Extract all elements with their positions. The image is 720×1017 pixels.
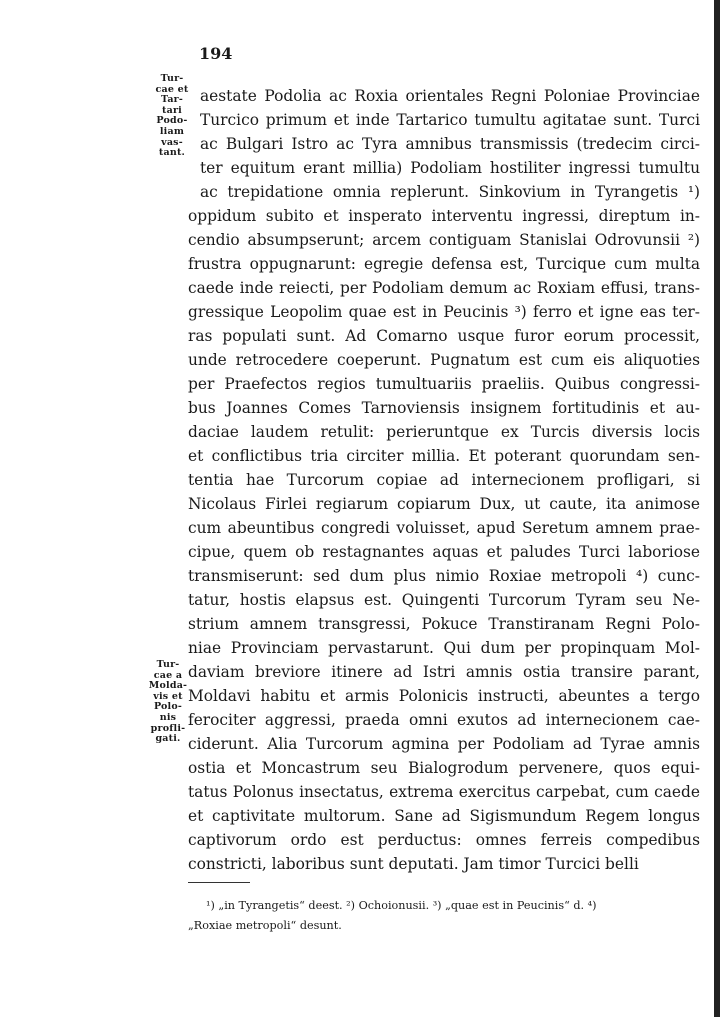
text-line: ac Bulgari Istro ac Tyra amnibus transmissis (tredecim circi- <box>200 135 700 153</box>
text-line: ferociter aggressi, praeda omni exutos ad internecionem cae- <box>188 711 700 729</box>
page-edge-shadow <box>714 0 720 1017</box>
margin-note-line: cae et <box>155 83 189 95</box>
margin-note-line: tant. <box>158 147 186 159</box>
text-line: unde retrocedere coeperunt. Pugnatum est cum eis aliquoties <box>188 351 700 369</box>
text-line: ac trepidatione omnia replerunt. Sinkovium in Tyrangetis ¹) <box>200 183 700 201</box>
text-line: daciae laudem retulit: perieruntque ex Turcis diversis locis <box>188 423 700 441</box>
text-line: Turcico primum et inde Tartarico tumultu agitatae sunt. Turci <box>200 111 700 129</box>
margin-note-line: profli- <box>150 722 186 734</box>
text-line: constricti, laboribus sunt deputati. Jam timor Turcici belli <box>188 855 639 873</box>
margin-note-line: gati. <box>155 733 181 745</box>
text-line: cendio absumpserunt; arcem contiguam Stanislai Odrovunsii ²) <box>188 231 700 249</box>
text-line: daviam breviore itinere ad Istri amnis ostia transire parant, <box>188 663 700 681</box>
text-line: oppidum subito et insperato interventu ingressi, direptum in- <box>188 207 700 225</box>
text-line: aestate Podolia ac Roxia orientales Regni Poloniae Provinciae <box>200 87 700 105</box>
page-number: 194 <box>199 44 233 63</box>
text-line: captivorum ordo est perductus: omnes ferreis compedibus <box>188 831 700 849</box>
text-line: ostia et Moncastrum seu Bialogrodum pervenere, quos equi- <box>188 759 700 777</box>
text-line: ciderunt. Alia Turcorum agmina per Podoliam ad Tyrae amnis <box>188 735 700 753</box>
margin-note-line: Podo- <box>156 115 188 127</box>
text-line: frustra oppugnarunt: egregie defensa est, Turcique cum multa <box>188 255 700 273</box>
text-line: per Praefectos regios tumultuariis praeliis. Quibus congressi- <box>188 375 700 393</box>
margin-note-line: Tar- <box>160 94 184 106</box>
text-line: Nicolaus Firlei regiarum copiarum Dux, ut caute, ita animose <box>188 495 700 513</box>
footnote-line: „Roxiae metropoli“ desunt. <box>188 919 342 932</box>
text-line: et captivitate multorum. Sane ad Sigismundum Regem longus <box>188 807 700 825</box>
text-line: et conflictibus tria circiter millia. Et poterant quorundam sen- <box>188 447 700 465</box>
margin-note-line: Tur- <box>160 73 184 84</box>
text-line: ter equitum erant millia) Podoliam hostiliter ingressi tumultu <box>200 159 700 177</box>
margin-note-turcae-a-moldavis <box>146 660 190 745</box>
text-line: tatur, hostis elapsus est. Quingenti Turcorum Tyram seu Ne- <box>188 591 700 609</box>
margin-note-line: Molda- <box>148 680 188 692</box>
margin-note-line: vas- <box>161 136 183 148</box>
text-line: gressique Leopolim quae est in Peucinis ³) ferro et igne eas ter- <box>188 303 700 321</box>
text-line: cum abeuntibus congredi voluisset, apud Seretum amnem prae- <box>188 519 700 537</box>
text-line: bus Joannes Comes Tarnoviensis insignem fortitudinis et au- <box>188 399 700 417</box>
text-line: cipue, quem ob restagnantes aquas et paludes Turci laboriose <box>188 543 700 561</box>
margin-note-line: vis et <box>153 690 183 702</box>
text-line: tentia hae Turcorum copiae ad internecionem profligari, si <box>188 471 700 489</box>
margin-note-line: Polo- <box>153 701 183 713</box>
text-line: caede inde reiecti, per Podoliam demum ac Roxiam effusi, trans- <box>188 279 700 297</box>
margin-note-line: tari <box>162 104 182 116</box>
margin-note-line: nis <box>159 711 177 723</box>
margin-note-turcae-et-tartari <box>150 74 194 159</box>
margin-note-line: cae a <box>153 669 183 681</box>
text-line: strium amnem transgressi, Pokuce Transtiranam Regni Polo- <box>188 615 700 633</box>
margin-note-line: liam <box>159 125 185 137</box>
text-line: ras populati sunt. Ad Comarno usque furor eorum processit, <box>188 327 700 345</box>
margin-note-line: Tur- <box>156 659 180 670</box>
footnote-line: ¹) „in Tyrangetis“ deest. ²) Ochoionusii. ³) „quae est in Peucinis“ d. ⁴) <box>206 899 597 912</box>
text-line: transmiserunt: sed dum plus nimio Roxiae metropoli ⁴) cunc- <box>188 567 700 585</box>
text-line: Moldavi habitu et armis Polonicis instructi, abeuntes a tergo <box>188 687 700 705</box>
text-line: tatus Polonus insectatus, extrema exercitus carpebat, cum caede <box>188 783 700 801</box>
footnote-rule <box>188 882 250 883</box>
text-line: niae Provinciam pervastarunt. Qui dum per propinquam Mol- <box>188 639 700 657</box>
